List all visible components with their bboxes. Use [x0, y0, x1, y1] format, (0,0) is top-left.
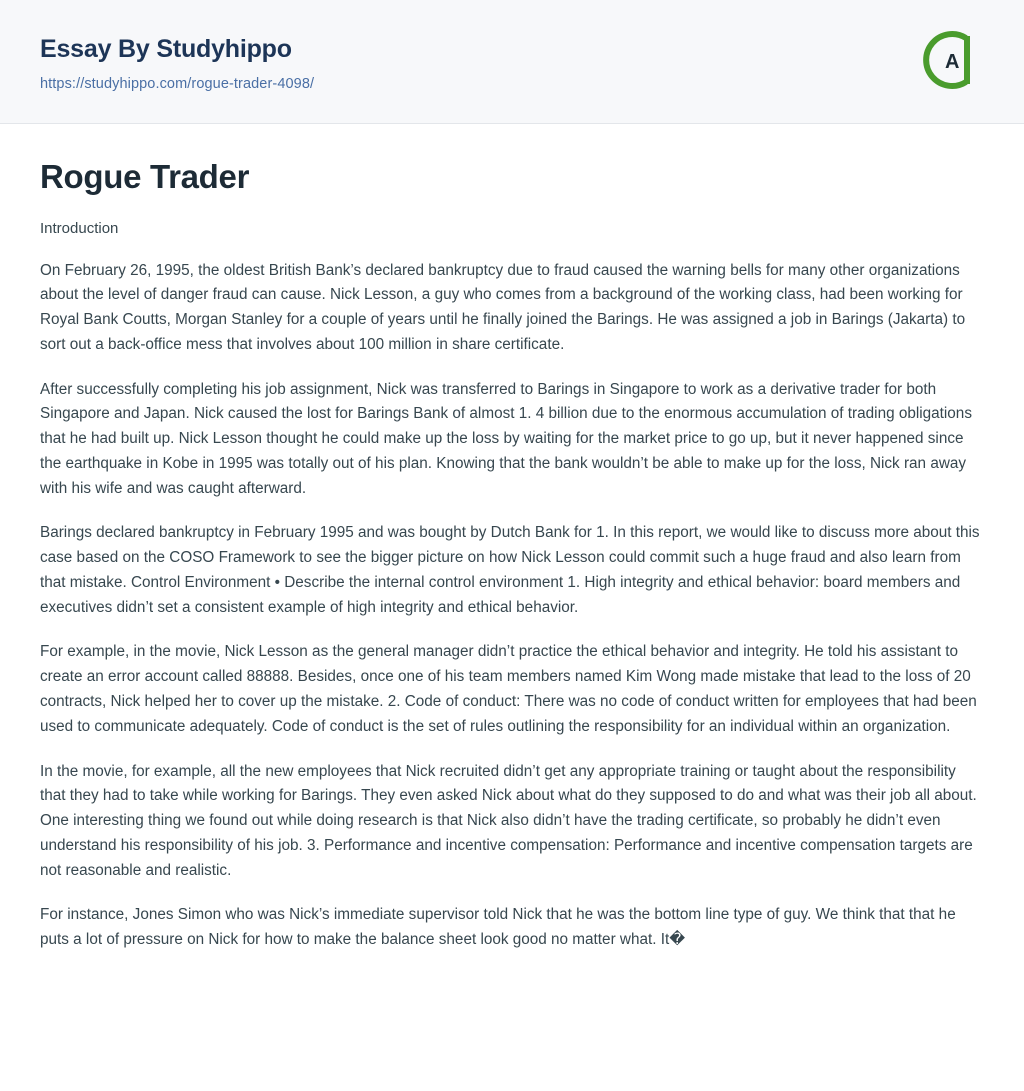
paragraph: For example, in the movie, Nick Lesson as the general manager didn’t practice the ethical behavior and integrity. He told his assistant to create an error account called 88888. Besides, once one of his team members named Kim Wong made mistake that lead to the loss of 20 contracts, Nick helped her to cover up the mistake. 2. Code of conduct: There was no code of conduct written for employees that had been used to communicate adequately. Code of conduct is the set of rules outlining the responsibility for an individual within an organization. [40, 643, 977, 735]
svg-text:A: A [945, 51, 960, 73]
paragraph: On February 26, 1995, the oldest British Bank’s declared bankruptcy due to fraud caused the warning bells for many other organizations about the level of danger fraud can cause. Nick Lesson, a guy who comes from a background of the working class, had been working for Royal Bank Coutts, Morgan Stanley for a couple of years until he finally joined the Barings. He was assigned a job in Barings (Jakarta) to sort out a back-office mess that involves about 100 million in share certificate. [40, 261, 966, 353]
paragraph: In the movie, for example, all the new employees that Nick recruited didn’t get any appropriate training or taught about the responsibility that they had to take while working for Barings. They even asked Nick about what do they supposed to do and what was their job all about. One interesting thing we found out while doing research is that Nick also didn’t have the trading certificate, so probably he didn’t even understand his responsibility of his job. 3. Performance and incentive compensation: Performance and incentive compensation targets are not reasonable and realistic. [40, 762, 977, 879]
studyhippo-logo-icon [914, 26, 982, 94]
section-heading: Introduction [40, 220, 119, 237]
site-title: Essay By Studyhippo [40, 35, 292, 63]
paragraph: For instance, Jones Simon who was Nick’s immediate supervisor told Nick that he was the bottom line type of guy. We think that that he puts a lot of pressure on Nick for how to make the balance sheet look good no matter what. It� [40, 906, 956, 949]
paragraph: Barings declared bankruptcy in February 1995 and was bought by Dutch Bank for 1. In this report, we would like to discuss more about this case based on the COSO Framework to see the bigger picture on how Nick Lesson could commit such a huge fraud and also learn from that mistake. Control Environment • Describe the internal control environment 1. High integrity and ethical behavior: board members and executives didn’t set a consistent example of high integrity and ethical behavior. [40, 524, 980, 616]
article-body [0, 124, 1024, 983]
paragraph: After successfully completing his job assignment, Nick was transferred to Barings in Singapore to work as a derivative trader for both Singapore and Japan. Nick caused the lost for Barings Bank of almost 1. 4 billion due to the enormous accumulation of trading obligations that he had built up. Nick Lesson thought he could make up the loss by waiting for the market price to go up, but it never happened since the earthquake in Kobe in 1995 was totally out of his plan. Knowing that the bank wouldn’t be able to make up for the loss, Nick ran away with his wife and was caught afterward. [40, 380, 972, 497]
site-header [0, 0, 1024, 124]
page-title: Rogue Trader [40, 158, 250, 195]
source-url-link[interactable]: https://studyhippo.com/rogue-trader-4098/ [40, 76, 315, 92]
